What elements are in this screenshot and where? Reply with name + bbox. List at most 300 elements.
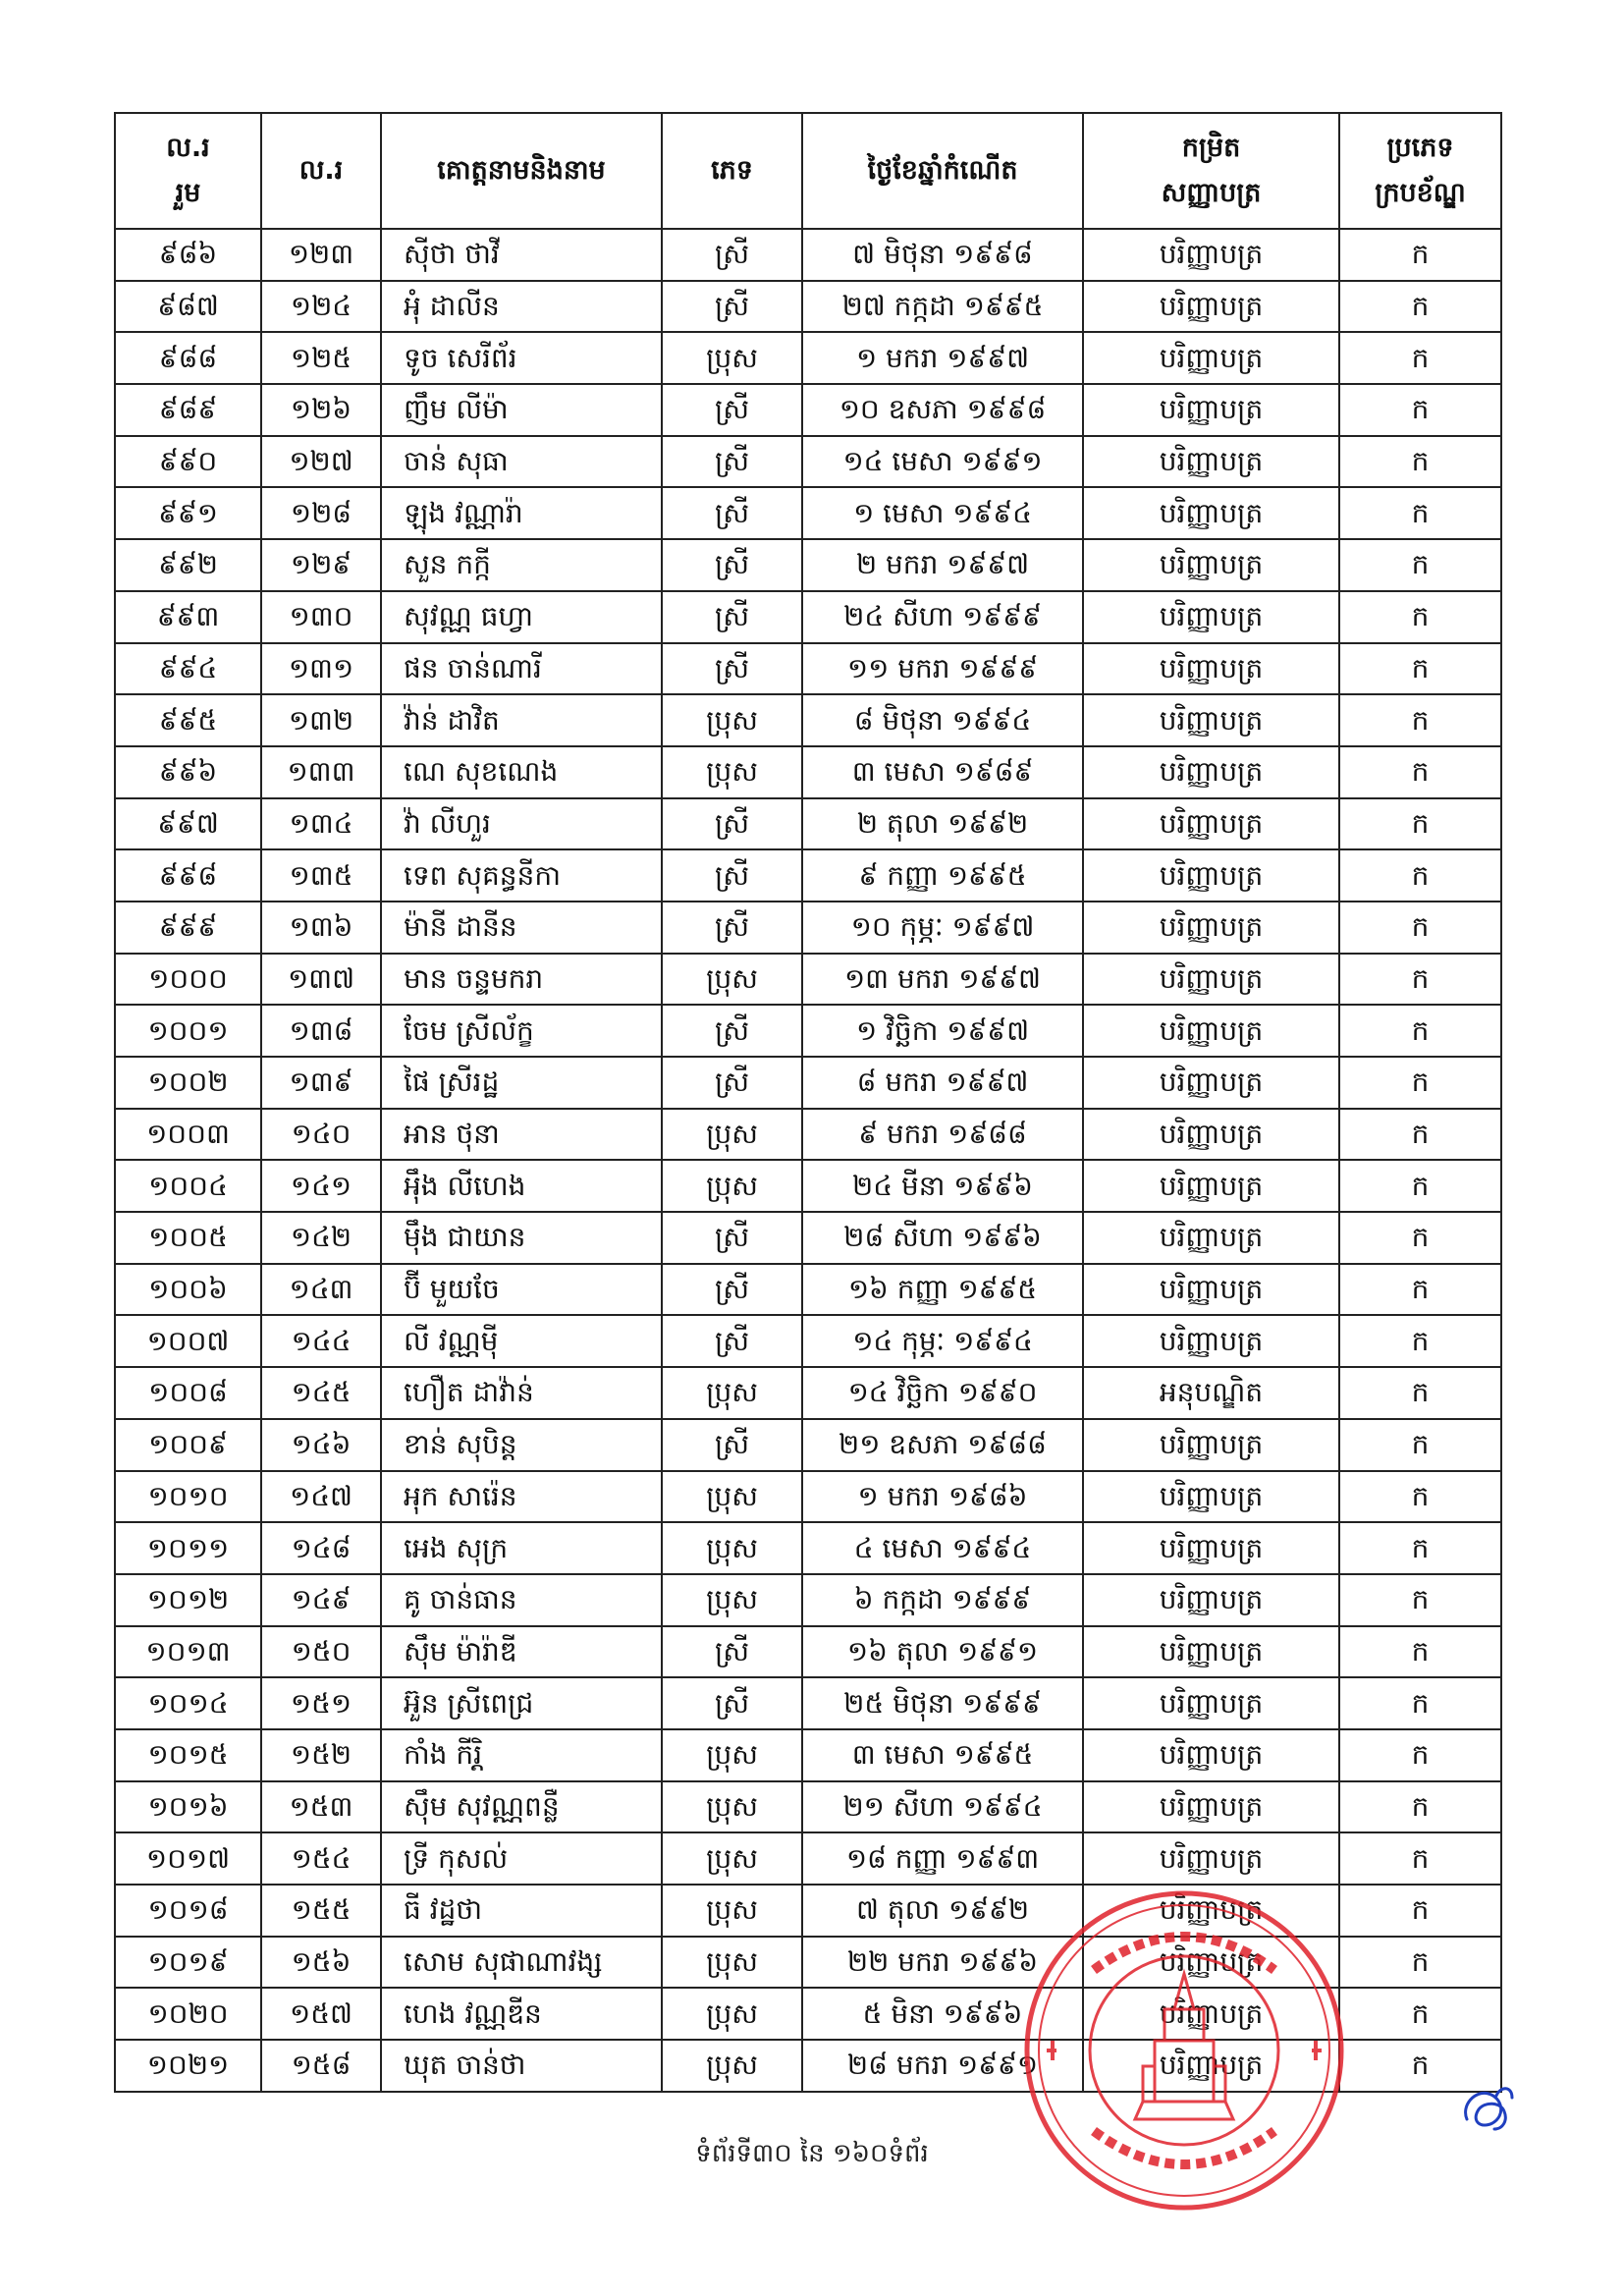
- date-of-birth-cell: ១០ កុម្ភៈ ១៩៩៧: [802, 902, 1083, 954]
- full-name-cell: ញឹម លីម៉ា: [381, 384, 662, 436]
- total-number-cell: ៩៨៧: [115, 281, 261, 333]
- table-row: [115, 1109, 1501, 1161]
- category-cell: ក: [1339, 1677, 1501, 1729]
- date-of-birth-cell: ១៤ មេសា ១៩៩១: [802, 436, 1083, 488]
- column-header: [261, 113, 381, 229]
- table-row: [115, 487, 1501, 539]
- degree-level-cell: បរិញ្ញាបត្រ: [1083, 436, 1339, 488]
- total-number-cell: ៩៨៨: [115, 332, 261, 384]
- gender-cell: ស្រី: [662, 1264, 802, 1316]
- total-number-cell: ១០០២: [115, 1057, 261, 1109]
- number-cell: ១៣២: [261, 694, 381, 746]
- gender-cell: ប្រុស: [662, 1367, 802, 1419]
- number-cell: ១៥៦: [261, 1937, 381, 1989]
- degree-level-cell: បរិញ្ញាបត្រ: [1083, 1264, 1339, 1316]
- number-cell: ១៣៤: [261, 798, 381, 850]
- gender-cell: ប្រុស: [662, 1885, 802, 1937]
- category-cell: ក: [1339, 1522, 1501, 1574]
- table-row: [115, 954, 1501, 1006]
- gender-cell: ស្រី: [662, 229, 802, 281]
- gender-cell: ស្រី: [662, 591, 802, 643]
- table-row: [115, 746, 1501, 798]
- full-name-cell: សុវណ្ណ ធហ្វា: [381, 591, 662, 643]
- full-name-cell: ចែម ស្រីល័ក្ខ: [381, 1005, 662, 1057]
- column-header: [115, 113, 261, 229]
- date-of-birth-cell: ១ មេសា ១៩៩៤: [802, 487, 1083, 539]
- gender-cell: ស្រី: [662, 798, 802, 850]
- degree-level-cell: បរិញ្ញាបត្រ: [1083, 849, 1339, 902]
- category-cell: ក: [1339, 1419, 1501, 1471]
- table-row: [115, 1781, 1501, 1833]
- gender-cell: ស្រី: [662, 281, 802, 333]
- date-of-birth-cell: ៧ មិថុនា ១៩៩៨: [802, 229, 1083, 281]
- total-number-cell: ១០១៦: [115, 1781, 261, 1833]
- category-cell: ក: [1339, 798, 1501, 850]
- category-cell: ក: [1339, 539, 1501, 591]
- degree-level-cell: បរិញ្ញាបត្រ: [1083, 281, 1339, 333]
- category-cell: ក: [1339, 1626, 1501, 1678]
- degree-level-cell: បរិញ្ញាបត្រ: [1083, 746, 1339, 798]
- column-header: [1083, 113, 1339, 229]
- total-number-cell: ១០០៥: [115, 1212, 261, 1264]
- gender-cell: ប្រុស: [662, 1937, 802, 1989]
- category-cell: ក: [1339, 1109, 1501, 1161]
- full-name-cell: ធី វដ្ឋថា: [381, 1885, 662, 1937]
- date-of-birth-cell: ២៨ មករា ១៩៩១: [802, 2040, 1083, 2092]
- table-row: [115, 1522, 1501, 1574]
- number-cell: ១៤៣: [261, 1264, 381, 1316]
- degree-level-cell: បរិញ្ញាបត្រ: [1083, 229, 1339, 281]
- number-cell: ១៤៤: [261, 1315, 381, 1367]
- date-of-birth-cell: ១ មករា ១៩៩៧: [802, 332, 1083, 384]
- gender-cell: ប្រុស: [662, 694, 802, 746]
- category-cell: ក: [1339, 332, 1501, 384]
- category-cell: ក: [1339, 746, 1501, 798]
- category-cell: ក: [1339, 902, 1501, 954]
- table-row: [115, 1677, 1501, 1729]
- total-number-cell: ១០២១: [115, 2040, 261, 2092]
- full-name-cell: ឃុត ចាន់ថា: [381, 2040, 662, 2092]
- total-number-cell: ១០០១: [115, 1005, 261, 1057]
- full-name-cell: ទូច សេរីព័រ: [381, 332, 662, 384]
- total-number-cell: ១០១៥: [115, 1729, 261, 1781]
- degree-level-cell: បរិញ្ញាបត្រ: [1083, 1522, 1339, 1574]
- number-cell: ១៣០: [261, 591, 381, 643]
- total-number-cell: ១០១៤: [115, 1677, 261, 1729]
- category-cell: ក: [1339, 643, 1501, 695]
- column-header-line: ល.រ: [166, 133, 210, 163]
- number-cell: ១២៧: [261, 436, 381, 488]
- degree-level-cell: បរិញ្ញាបត្រ: [1083, 332, 1339, 384]
- degree-level-cell: បរិញ្ញាបត្រ: [1083, 798, 1339, 850]
- column-header-line: ថ្ងៃខែឆ្នាំកំណើត: [867, 155, 1018, 186]
- date-of-birth-cell: ៣ មេសា ១៩៩៥: [802, 1729, 1083, 1781]
- date-of-birth-cell: ២៤ សីហា ១៩៩៩: [802, 591, 1083, 643]
- full-name-cell: ខាន់ សុបិន្ត: [381, 1419, 662, 1471]
- degree-level-cell: បរិញ្ញាបត្រ: [1083, 1937, 1339, 1989]
- full-name-cell: គូ ចាន់ធាន: [381, 1574, 662, 1626]
- gender-cell: ប្រុស: [662, 954, 802, 1006]
- date-of-birth-cell: ១៤ កុម្ភៈ ១៩៩៤: [802, 1315, 1083, 1367]
- category-cell: ក: [1339, 384, 1501, 436]
- degree-level-cell: បរិញ្ញាបត្រ: [1083, 384, 1339, 436]
- full-name-cell: អាន ថុនា: [381, 1109, 662, 1161]
- category-cell: ក: [1339, 1937, 1501, 1989]
- gender-cell: ស្រី: [662, 539, 802, 591]
- table-row: [115, 902, 1501, 954]
- total-number-cell: ១០១៧: [115, 1832, 261, 1885]
- date-of-birth-cell: ១០ ឧសភា ១៩៩៨: [802, 384, 1083, 436]
- gender-cell: ស្រី: [662, 384, 802, 436]
- number-cell: ១២៦: [261, 384, 381, 436]
- degree-level-cell: បរិញ្ញាបត្រ: [1083, 1677, 1339, 1729]
- table-body: [115, 229, 1501, 2092]
- full-name-cell: វ៉ាន់ ដាវិត: [381, 694, 662, 746]
- table-row: [115, 1419, 1501, 1471]
- total-number-cell: ១០១៨: [115, 1885, 261, 1937]
- full-name-cell: ទេព សុគន្ធនីកា: [381, 849, 662, 902]
- gender-cell: ប្រុស: [662, 332, 802, 384]
- full-name-cell: អុឹង លីហេង: [381, 1160, 662, 1212]
- table-row: [115, 1057, 1501, 1109]
- number-cell: ១៥៤: [261, 1832, 381, 1885]
- gender-cell: ប្រុស: [662, 1522, 802, 1574]
- full-name-cell: ម៉ានី ដានីន: [381, 902, 662, 954]
- gender-cell: ស្រី: [662, 1677, 802, 1729]
- column-header-line: ប្រភេទ: [1386, 133, 1454, 163]
- full-name-cell: ហឿត ដាវ៉ាន់: [381, 1367, 662, 1419]
- number-cell: ១២៩: [261, 539, 381, 591]
- total-number-cell: ១០០៩: [115, 1419, 261, 1471]
- degree-level-cell: បរិញ្ញាបត្រ: [1083, 643, 1339, 695]
- gender-cell: ប្រុស: [662, 746, 802, 798]
- full-name-cell: ស៊ីថា ថាវី: [381, 229, 662, 281]
- category-cell: ក: [1339, 849, 1501, 902]
- date-of-birth-cell: ១៤ វិច្ឆិកា ១៩៩០: [802, 1367, 1083, 1419]
- gender-cell: ប្រុស: [662, 1109, 802, 1161]
- number-cell: ១៤២: [261, 1212, 381, 1264]
- date-of-birth-cell: ១៣ មករា ១៩៩៧: [802, 954, 1083, 1006]
- date-of-birth-cell: ១៦ កញ្ញា ១៩៩៥: [802, 1264, 1083, 1316]
- number-cell: ១៤៩: [261, 1574, 381, 1626]
- date-of-birth-cell: ៨ មិថុនា ១៩៩៤: [802, 694, 1083, 746]
- total-number-cell: ៩៩៧: [115, 798, 261, 850]
- category-cell: ក: [1339, 954, 1501, 1006]
- full-name-cell: ម៉ឹង ជាយាន: [381, 1212, 662, 1264]
- table-row: [115, 332, 1501, 384]
- gender-cell: ប្រុស: [662, 1832, 802, 1885]
- number-cell: ១៥១: [261, 1677, 381, 1729]
- table-row: [115, 436, 1501, 488]
- table-header-row: [115, 113, 1501, 229]
- full-name-cell: ស៊ឹម ម៉ារ៉ាឌី: [381, 1626, 662, 1678]
- full-name-cell: អេង សុក្រ: [381, 1522, 662, 1574]
- table-row: [115, 1626, 1501, 1678]
- degree-level-cell: បរិញ្ញាបត្រ: [1083, 1781, 1339, 1833]
- table-row: [115, 1160, 1501, 1212]
- gender-cell: ស្រី: [662, 1419, 802, 1471]
- full-name-cell: មាន ចន្ទមករា: [381, 954, 662, 1006]
- degree-level-cell: បរិញ្ញាបត្រ: [1083, 1574, 1339, 1626]
- total-number-cell: ៩៨៦: [115, 229, 261, 281]
- number-cell: ១២៥: [261, 332, 381, 384]
- degree-level-cell: បរិញ្ញាបត្រ: [1083, 1212, 1339, 1264]
- column-header-line: ល.រ: [298, 155, 344, 186]
- gender-cell: ស្រី: [662, 436, 802, 488]
- total-number-cell: ៩៩០: [115, 436, 261, 488]
- column-header-line: គោត្តនាមនិងនាម: [437, 155, 606, 186]
- category-cell: ក: [1339, 1885, 1501, 1937]
- number-cell: ១៤៥: [261, 1367, 381, 1419]
- total-number-cell: ៩៩៤: [115, 643, 261, 695]
- full-name-cell: អុក សារ៉េន: [381, 1471, 662, 1523]
- page-number: ទំព័រទី៣០ នៃ ១៦០ទំព័រ: [695, 2139, 929, 2168]
- number-cell: ១៥៨: [261, 2040, 381, 2092]
- table-row: [115, 1988, 1501, 2040]
- category-cell: ក: [1339, 1367, 1501, 1419]
- degree-level-cell: បរិញ្ញាបត្រ: [1083, 1057, 1339, 1109]
- gender-cell: ស្រី: [662, 1057, 802, 1109]
- column-header: [802, 113, 1083, 229]
- category-cell: ក: [1339, 1315, 1501, 1367]
- full-name-cell: ផន ចាន់ណារី: [381, 643, 662, 695]
- degree-level-cell: បរិញ្ញាបត្រ: [1083, 1315, 1339, 1367]
- date-of-birth-cell: ២៥ មិថុនា ១៩៩៩: [802, 1677, 1083, 1729]
- category-cell: ក: [1339, 1729, 1501, 1781]
- number-cell: ១៣៥: [261, 849, 381, 902]
- date-of-birth-cell: ១៦ តុលា ១៩៩១: [802, 1626, 1083, 1678]
- full-name-cell: ឡុង វណ្ណារ៉ា: [381, 487, 662, 539]
- date-of-birth-cell: ៥ មិនា ១៩៩៦: [802, 1988, 1083, 2040]
- category-cell: ក: [1339, 1988, 1501, 2040]
- degree-level-cell: បរិញ្ញាបត្រ: [1083, 1419, 1339, 1471]
- total-number-cell: ៩៩៦: [115, 746, 261, 798]
- total-number-cell: ១០០៧: [115, 1315, 261, 1367]
- gender-cell: ស្រី: [662, 902, 802, 954]
- degree-level-cell: បរិញ្ញាបត្រ: [1083, 487, 1339, 539]
- gender-cell: ប្រុស: [662, 2040, 802, 2092]
- number-cell: ១២៤: [261, 281, 381, 333]
- degree-level-cell: បរិញ្ញាបត្រ: [1083, 1005, 1339, 1057]
- table-row: [115, 798, 1501, 850]
- column-header: [662, 113, 802, 229]
- table-row: [115, 229, 1501, 281]
- category-cell: ក: [1339, 1005, 1501, 1057]
- gender-cell: ប្រុស: [662, 1988, 802, 2040]
- roster-table: [114, 112, 1502, 2093]
- category-cell: ក: [1339, 281, 1501, 333]
- date-of-birth-cell: ១ មករា ១៩៨៦: [802, 1471, 1083, 1523]
- total-number-cell: ១០០៨: [115, 1367, 261, 1419]
- number-cell: ១៣៩: [261, 1057, 381, 1109]
- date-of-birth-cell: ៧ តុលា ១៩៩២: [802, 1885, 1083, 1937]
- total-number-cell: ១០១៣: [115, 1626, 261, 1678]
- total-number-cell: ១០១០: [115, 1471, 261, 1523]
- total-number-cell: ១០០០: [115, 954, 261, 1006]
- degree-level-cell: បរិញ្ញាបត្រ: [1083, 591, 1339, 643]
- gender-cell: ស្រី: [662, 643, 802, 695]
- total-number-cell: ៩៩៨: [115, 849, 261, 902]
- degree-level-cell: បរិញ្ញាបត្រ: [1083, 1160, 1339, 1212]
- category-cell: ក: [1339, 591, 1501, 643]
- category-cell: ក: [1339, 1057, 1501, 1109]
- number-cell: ១៣៨: [261, 1005, 381, 1057]
- total-number-cell: ៩៩១: [115, 487, 261, 539]
- full-name-cell: អុំ ដាលីន: [381, 281, 662, 333]
- gender-cell: ស្រី: [662, 849, 802, 902]
- table-row: [115, 1729, 1501, 1781]
- table-row: [115, 643, 1501, 695]
- gender-cell: ស្រី: [662, 1315, 802, 1367]
- number-cell: ១៤៦: [261, 1419, 381, 1471]
- table-row: [115, 1574, 1501, 1626]
- total-number-cell: ១០១១: [115, 1522, 261, 1574]
- column-header-line: កម្រិត: [1181, 133, 1241, 163]
- table-row: [115, 849, 1501, 902]
- full-name-cell: ចាន់ សុធា: [381, 436, 662, 488]
- date-of-birth-cell: ២៤ មីនា ១៩៩៦: [802, 1160, 1083, 1212]
- date-of-birth-cell: ២១ ឧសភា ១៩៨៨: [802, 1419, 1083, 1471]
- number-cell: ១២៣: [261, 229, 381, 281]
- category-cell: ក: [1339, 1781, 1501, 1833]
- category-cell: ក: [1339, 1471, 1501, 1523]
- degree-level-cell: អនុបណ្ឌិត: [1083, 1367, 1339, 1419]
- date-of-birth-cell: ៩ មករា ១៩៨៨: [802, 1109, 1083, 1161]
- gender-cell: ស្រី: [662, 487, 802, 539]
- degree-level-cell: បរិញ្ញាបត្រ: [1083, 539, 1339, 591]
- number-cell: ១៤៧: [261, 1471, 381, 1523]
- date-of-birth-cell: ២២ មករា ១៩៩៦: [802, 1937, 1083, 1989]
- category-cell: ក: [1339, 1264, 1501, 1316]
- degree-level-cell: បរិញ្ញាបត្រ: [1083, 1729, 1339, 1781]
- degree-level-cell: បរិញ្ញាបត្រ: [1083, 694, 1339, 746]
- table-row: [115, 1885, 1501, 1937]
- number-cell: ១៥០: [261, 1626, 381, 1678]
- number-cell: ១៥៧: [261, 1988, 381, 2040]
- gender-cell: ប្រុស: [662, 1160, 802, 1212]
- gender-cell: ស្រី: [662, 1212, 802, 1264]
- full-name-cell: ហេង វណ្ណឌីន: [381, 1988, 662, 2040]
- gender-cell: ប្រុស: [662, 1574, 802, 1626]
- number-cell: ១៤០: [261, 1109, 381, 1161]
- table-row: [115, 384, 1501, 436]
- number-cell: ១៤៨: [261, 1522, 381, 1574]
- column-header: [1339, 113, 1501, 229]
- handwritten-initials-signature: [1457, 2076, 1520, 2135]
- degree-level-cell: បរិញ្ញាបត្រ: [1083, 954, 1339, 1006]
- category-cell: ក: [1339, 1574, 1501, 1626]
- total-number-cell: ១០០៤: [115, 1160, 261, 1212]
- full-name-cell: កាំង កីរ្តិ: [381, 1729, 662, 1781]
- date-of-birth-cell: ១ វិច្ឆិកា ១៩៩៧: [802, 1005, 1083, 1057]
- table-row: [115, 1264, 1501, 1316]
- full-name-cell: សោម សុផាណាវង្ស: [381, 1937, 662, 1989]
- gender-cell: ប្រុស: [662, 1471, 802, 1523]
- date-of-birth-cell: ២ តុលា ១៩៩២: [802, 798, 1083, 850]
- date-of-birth-cell: ៤ មេសា ១៩៩៤: [802, 1522, 1083, 1574]
- category-cell: ក: [1339, 229, 1501, 281]
- total-number-cell: ១០១៩: [115, 1937, 261, 1989]
- table-row: [115, 1315, 1501, 1367]
- degree-level-cell: បរិញ្ញាបត្រ: [1083, 1109, 1339, 1161]
- date-of-birth-cell: ២១ សីហា ១៩៩៤: [802, 1781, 1083, 1833]
- table-row: [115, 2040, 1501, 2092]
- gender-cell: ប្រុស: [662, 1729, 802, 1781]
- full-name-cell: សួន កក្កី: [381, 539, 662, 591]
- column-header-line: ក្របខ័ណ្ឌ: [1375, 178, 1466, 208]
- full-name-cell: ណេ សុខណេង: [381, 746, 662, 798]
- degree-level-cell: បរិញ្ញាបត្រ: [1083, 1988, 1339, 2040]
- number-cell: ១៥៥: [261, 1885, 381, 1937]
- table-row: [115, 694, 1501, 746]
- total-number-cell: ៩៩៩: [115, 902, 261, 954]
- table-row: [115, 1471, 1501, 1523]
- gender-cell: ស្រី: [662, 1626, 802, 1678]
- date-of-birth-cell: ៦ កក្កដា ១៩៩៩: [802, 1574, 1083, 1626]
- column-header: [381, 113, 662, 229]
- column-header-line: ភេទ: [711, 155, 753, 186]
- number-cell: ១៥២: [261, 1729, 381, 1781]
- category-cell: ក: [1339, 487, 1501, 539]
- full-name-cell: អ៊ួន ស្រីពេជ្រ: [381, 1677, 662, 1729]
- category-cell: ក: [1339, 2040, 1501, 2092]
- number-cell: ១៣៣: [261, 746, 381, 798]
- total-number-cell: ១០០៣: [115, 1109, 261, 1161]
- date-of-birth-cell: ៩ កញ្ញា ១៩៩៥: [802, 849, 1083, 902]
- category-cell: ក: [1339, 1160, 1501, 1212]
- total-number-cell: ១០២០: [115, 1988, 261, 2040]
- full-name-cell: ផៃ ស្រីរដ្ឋ: [381, 1057, 662, 1109]
- table-row: [115, 591, 1501, 643]
- table-row: [115, 1212, 1501, 1264]
- table-row: [115, 281, 1501, 333]
- degree-level-cell: បរិញ្ញាបត្រ: [1083, 1885, 1339, 1937]
- number-cell: ១៤១: [261, 1160, 381, 1212]
- full-name-cell: ទ្រី កុសល់: [381, 1832, 662, 1885]
- full-name-cell: ប៊ី មួយចែ: [381, 1264, 662, 1316]
- table-row: [115, 1937, 1501, 1989]
- date-of-birth-cell: ២៨ សីហា ១៩៩៦: [802, 1212, 1083, 1264]
- date-of-birth-cell: ២៧ កក្កដា ១៩៩៥: [802, 281, 1083, 333]
- total-number-cell: ៩៨៩: [115, 384, 261, 436]
- number-cell: ១៥៣: [261, 1781, 381, 1833]
- date-of-birth-cell: ១៨ កញ្ញា ១៩៩៣: [802, 1832, 1083, 1885]
- number-cell: ១៣១: [261, 643, 381, 695]
- date-of-birth-cell: ៣ មេសា ១៩៨៩: [802, 746, 1083, 798]
- category-cell: ក: [1339, 436, 1501, 488]
- category-cell: ក: [1339, 1212, 1501, 1264]
- total-number-cell: ៩៩៣: [115, 591, 261, 643]
- gender-cell: ប្រុស: [662, 1781, 802, 1833]
- column-header-line: រួម: [175, 178, 201, 208]
- number-cell: ១៣៦: [261, 902, 381, 954]
- number-cell: ១២៨: [261, 487, 381, 539]
- degree-level-cell: បរិញ្ញាបត្រ: [1083, 2040, 1339, 2092]
- category-cell: ក: [1339, 1832, 1501, 1885]
- category-cell: ក: [1339, 694, 1501, 746]
- gender-cell: ស្រី: [662, 1005, 802, 1057]
- degree-level-cell: បរិញ្ញាបត្រ: [1083, 1471, 1339, 1523]
- full-name-cell: លី វណ្ណមុី: [381, 1315, 662, 1367]
- column-header-line: សញ្ញាបត្រ: [1161, 178, 1262, 208]
- table-row: [115, 1367, 1501, 1419]
- total-number-cell: ៩៩២: [115, 539, 261, 591]
- degree-level-cell: បរិញ្ញាបត្រ: [1083, 1626, 1339, 1678]
- total-number-cell: ៩៩៥: [115, 694, 261, 746]
- table-row: [115, 1005, 1501, 1057]
- total-number-cell: ១០០៦: [115, 1264, 261, 1316]
- degree-level-cell: បរិញ្ញាបត្រ: [1083, 902, 1339, 954]
